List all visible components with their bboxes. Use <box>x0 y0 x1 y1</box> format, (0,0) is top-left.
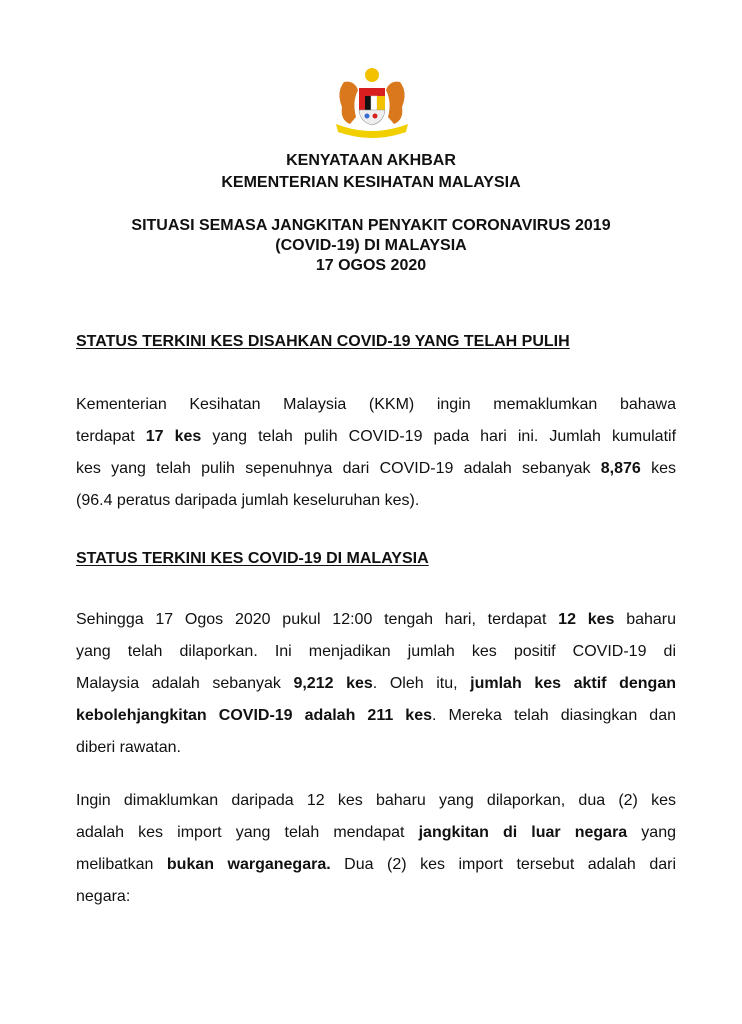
text-segment: terdapat <box>76 428 146 445</box>
text-line <box>76 737 676 769</box>
import-cases-paragraph <box>76 790 676 918</box>
text-line <box>76 854 676 886</box>
text-segment: yang <box>627 824 677 841</box>
text-line <box>76 641 676 673</box>
bold-text: 17 kes <box>145 428 202 445</box>
text-segment: melibatkan <box>76 856 167 873</box>
text-segment: kes <box>640 460 677 477</box>
text-line <box>76 822 676 854</box>
recovered-paragraph <box>76 394 676 522</box>
text-segment: kes yang telah pulih sepenuhnya dari COVID-19 adalah sebanyak <box>76 460 601 477</box>
text-line <box>76 790 676 822</box>
text-segment: (96.4 peratus daripada jumlah keseluruhan kes). <box>76 492 420 509</box>
text-segment: baharu <box>614 611 677 628</box>
bold-text: kebolehjangkitan COVID-19 adalah 211 kes <box>76 707 432 724</box>
bold-text: 12 kes <box>558 611 615 628</box>
text-segment: yang telah pulih COVID-19 pada hari ini. Jumlah kumulatif <box>201 428 677 445</box>
text-line <box>76 490 676 522</box>
text-segment: adalah kes import yang telah mendapat <box>76 824 419 841</box>
malaysia-coat-of-arms-logo <box>322 62 422 142</box>
status-section-heading: STATUS TERKINI KES COVID-19 DI MALAYSIA <box>76 550 429 567</box>
text-segment: Malaysia adalah sebanyak <box>76 675 294 692</box>
text-line <box>76 673 676 705</box>
ministry-name: KEMENTERIAN KESIHATAN MALAYSIA <box>221 174 521 191</box>
text-segment: Dua (2) kes import tersebut adalah dari <box>330 856 676 873</box>
text-segment: negara: <box>76 888 131 905</box>
bold-text: jumlah kes aktif dengan <box>470 675 676 692</box>
bold-text: jangkitan di luar negara <box>418 824 628 841</box>
bold-text: 9,212 kes <box>293 675 373 692</box>
document-title-cont: (COVID-19) DI MALAYSIA <box>275 237 467 254</box>
text-segment: Kementerian Kesihatan Malaysia (KKM) ingin memaklumkan bahawa <box>76 396 676 413</box>
text-segment: . Oleh itu, <box>372 675 471 692</box>
document-date: 17 OGOS 2020 <box>315 257 427 274</box>
text-line <box>76 394 676 426</box>
press-statement-label: KENYATAAN AKHBAR <box>286 152 456 169</box>
text-segment: Sehingga 17 Ogos 2020 pukul 12:00 tengah hari, terdapat <box>76 611 559 628</box>
recovered-section-heading: STATUS TERKINI KES DISAHKAN COVID-19 YANG TELAH PULIH <box>76 333 570 350</box>
text-segment: yang telah dilaporkan. Ini menjadikan jumlah kes positif COVID-19 di <box>76 643 676 660</box>
text-line <box>76 458 676 490</box>
text-line <box>76 886 676 918</box>
text-line <box>76 705 676 737</box>
text-line <box>76 426 676 458</box>
bold-text: bukan warganegara. <box>166 856 331 873</box>
document-title: SITUASI SEMASA JANGKITAN PENYAKIT CORONAVIRUS 2019 <box>131 217 611 234</box>
text-line <box>76 609 676 641</box>
text-segment: . Mereka telah diasingkan dan <box>432 707 676 724</box>
text-segment: diberi rawatan. <box>76 739 181 756</box>
status-paragraph <box>76 609 676 769</box>
bold-text: 8,876 <box>600 460 641 477</box>
text-segment: Ingin dimaklumkan daripada 12 kes baharu yang dilaporkan, dua (2) kes <box>76 792 676 809</box>
